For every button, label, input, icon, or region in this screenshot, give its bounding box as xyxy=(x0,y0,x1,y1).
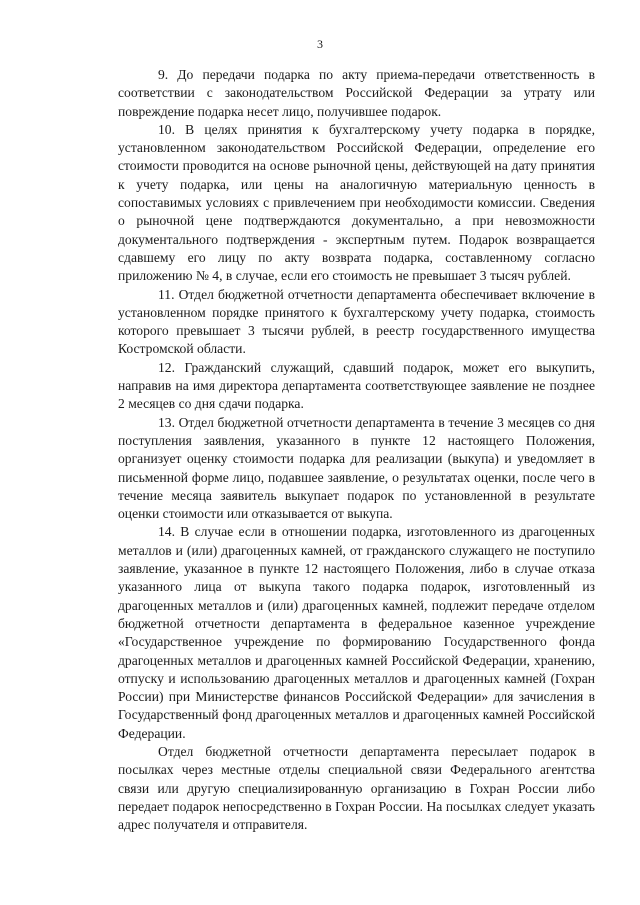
page-number: 3 xyxy=(317,37,323,51)
paragraph-14: 14. В случае если в отношении подарка, изготовленного из драгоценных металлов и (или) драгоценных камней, от гражданского служащего не поступило заявление, указанное в пункте 12 настоящего Положения, либо в случае отказа указанного лица от выкупа такого подарка подарок, изготовленный из драгоценных металлов и (или) драгоценных камней, подлежит передаче отделом бюджетной отчетности департамента в федеральное казенное учреждение «Государственное учреждение по формированию Государственного фонда драгоценных металлов и драгоценных камней Российской Федерации, хранению, отпуску и использованию драгоценных металлов и драгоценных камней (Гохран России) при Министерстве финансов Российской Федерации» для зачисления в Государственный фонд драгоценных металлов и драгоценных камней Российской Федерации. xyxy=(118,524,595,741)
paragraph-10: 10. В целях принятия к бухгалтерскому учету подарка в порядке, установленном законодательством Российской Федерации, определение его стоимости проводится на основе рыночной цены, действующей на дату принятия к учету подарка, или цены на аналогичную материальную ценность в сопоставимых условиях с привлечением при необходимости комиссии. Сведения о рыночной цене подтверждаются документально, а при невозможности документального подтверждения - экспертным путем. Подарок возвращается сдавшему его лицу по акту возврата подарка, составленному согласно приложению № 4, в случае, если его стоимость не превышает 3 тысяч рублей. xyxy=(118,121,595,284)
paragraph-9: 9. До передачи подарка по акту приема-передачи ответственность в соответствии с законодательством Российской Федерации за утрату или повреждение подарка несет лицо, получившее подарок. xyxy=(118,67,595,119)
document-body xyxy=(118,66,595,834)
paragraph-14-continuation: Отдел бюджетной отчетности департамента пересылает подарок в посылках через местные отделы специальной связи Федерального агентства связи или другую специализированную организацию в Гохран России либо передает подарок непосредственно в Гохран России. На посылках следует указать адрес получателя и отправителя. xyxy=(118,743,595,833)
paragraph-13: 13. Отдел бюджетной отчетности департамента в течение 3 месяцев со дня поступления заявления, указанного в пункте 12 настоящего Положения, организует оценку стоимости подарка для реализации (выкупа) и уведомляет в письменной форме лицо, подавшее заявление, о результатах оценки, после чего в течение месяца заявитель выкупает подарок по установленной в результате оценки стоимости или отказывается от выкупа. xyxy=(118,414,595,522)
paragraph-12: 12. Гражданский служащий, сдавший подарок, может его выкупить, направив на имя директора департамента соответствующее заявление не позднее 2 месяцев со дня сдачи подарка. xyxy=(118,359,595,412)
paragraph-11: 11. Отдел бюджетной отчетности департамента обеспечивает включение в установленном порядке принятого к бухгалтерскому учету подарка, стоимость которого превышает 3 тысячи рублей, в реестр государственного имущества Костромской области. xyxy=(118,286,595,357)
